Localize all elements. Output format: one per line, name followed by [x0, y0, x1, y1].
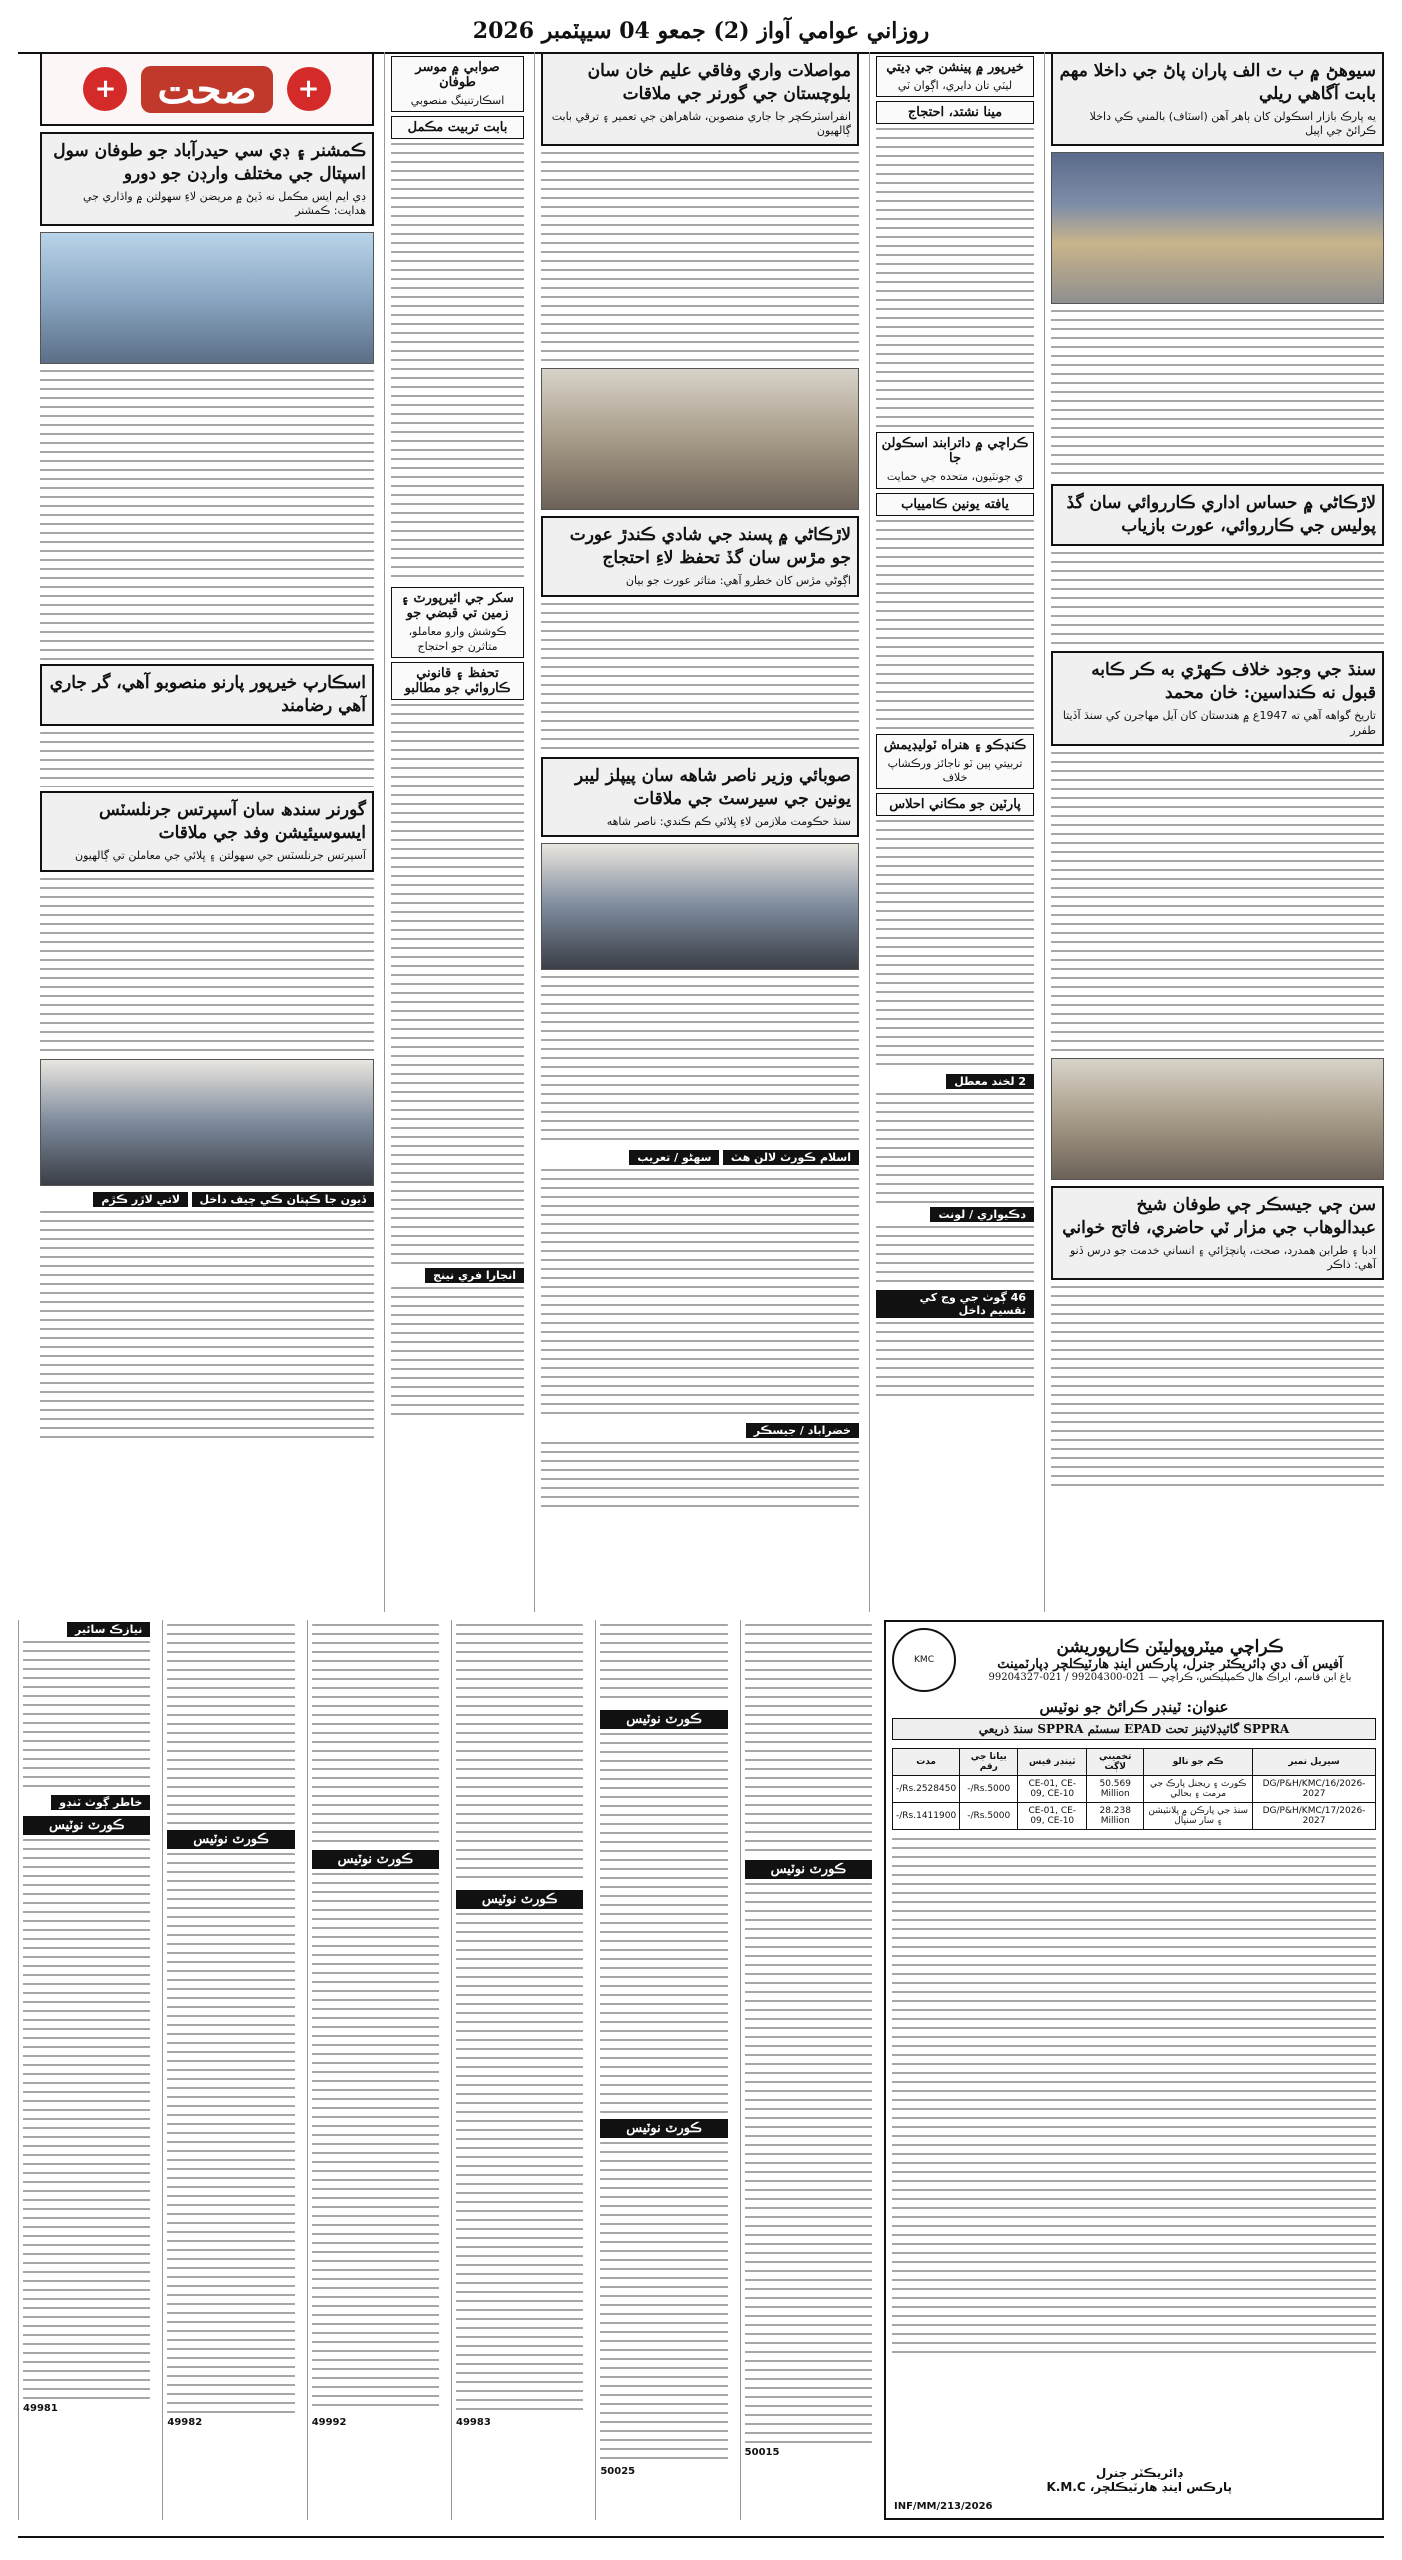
headline-scarp: اسڪارپ خيرپور پارنو منصوبو آهي، گر جاري آهي رضامند: [40, 664, 374, 726]
nasir-body: [541, 976, 859, 1146]
tag-niazak-text: نيازڪ سائير: [67, 1622, 150, 1637]
tag-village-text: 46 ڳوٺ جي وڃ کي تقسيم داخل: [876, 1290, 1034, 1318]
headline-hospital-sub: ڊي ايم ايس مڪمل نه ڏيڻ ۾ مريضن لاءِ سهولتن ۾ واڌاري جي هدايت: ڪمشنر: [83, 189, 366, 218]
ncol2-body-c: [600, 2142, 727, 2462]
tag-khizrabad: [541, 1423, 859, 1438]
headline-training: بابت تربيت مڪمل: [391, 116, 524, 139]
tag-niazak: [23, 1622, 150, 1637]
headline-sindh: [1051, 651, 1384, 745]
health-cross-icon-2: +: [287, 67, 331, 111]
headline-conductor: [876, 734, 1034, 790]
anjara-body: [391, 1287, 524, 1417]
headline-aleem: [541, 52, 859, 146]
nasir-photo: [541, 843, 859, 970]
cell: Rs.1411900/-: [893, 1803, 960, 1830]
parties-body: [876, 820, 1034, 1070]
kmc-seal-icon: KMC: [892, 1628, 956, 1692]
th-fee: ٽينڊر فيس: [1018, 1749, 1087, 1776]
court-notice-head: ڪورٽ نوٽيس: [600, 2119, 727, 2138]
tag-islamkot: [541, 1150, 859, 1165]
headline-governor-text: گورنر سندھ سان آسپرتس جرنلسٽس ايسوسيئيشن وفد جي ملاقات: [98, 800, 366, 844]
governor-photo: [40, 1059, 374, 1186]
police-body: [1051, 552, 1384, 647]
sukkur-body: [391, 704, 524, 1264]
hospital-photo: [40, 232, 374, 364]
cell: 50.569 Million: [1087, 1776, 1144, 1803]
cell: DG/P&H/KMC/17/2026-2027: [1253, 1803, 1376, 1830]
headline-marriage-sub: اڳوڻي مڙس کان خطرو آهي: متاثر عورت جو بيان: [625, 574, 851, 588]
court-notice-head: ڪورٽ نوٽيس: [600, 1710, 727, 1729]
village-body: [876, 1322, 1034, 1402]
ncol3-body-b: [456, 1913, 583, 2413]
headline-police: [1051, 484, 1384, 546]
pension-body: [876, 128, 1034, 428]
islamkot-body: [541, 1169, 859, 1419]
tag-anjara-text: انجارا فري نينج: [425, 1268, 524, 1283]
tag-dyoon: [40, 1192, 374, 1207]
notice-ref: 50025: [600, 2466, 636, 2477]
aleem-body: [541, 152, 859, 362]
notice-address: باغ ابن قاسم، ايراڪ هال ڪمپليڪس، ڪراچي — 021-99204300 / 021-99204327: [988, 1672, 1352, 1683]
table-row: [893, 1803, 1376, 1830]
tag-dakhwari: [876, 1207, 1034, 1222]
dakhwari-body: [876, 1226, 1034, 1286]
court-notice-head: ڪورٽ نوٽيس: [23, 1816, 150, 1835]
ncol1-body-b: [745, 1883, 872, 2443]
tag-suspended-text: 2 لخند معطل: [946, 1074, 1034, 1089]
th-cost: تخميني لاڳت: [1087, 1749, 1144, 1776]
notice-ref: 49992: [311, 2417, 347, 2428]
court-notice-head: ڪورٽ نوٽيس: [312, 1850, 439, 1869]
headline-karachi: [876, 432, 1034, 488]
tender-table-header: [893, 1749, 1376, 1776]
headline-swabi-text: صوابي ۾ موسر طوفان: [415, 60, 500, 90]
notice-column-5: [162, 1620, 298, 2520]
headline-parties: پارٽين جو مڪاني احلاس: [876, 793, 1034, 816]
cell: CE-01, CE-09, CE-10: [1018, 1803, 1087, 1830]
cell: Rs.5000/-: [960, 1776, 1018, 1803]
th-serial: سيريل نمبر: [1253, 1749, 1376, 1776]
column-3: [534, 52, 859, 1612]
ncol5-body-b: [167, 1853, 294, 2413]
rally-body: [1051, 310, 1384, 480]
swabi-body: [391, 143, 524, 583]
notice-dept-name: آفيس آف دي ڊائريڪٽر جنرل، پارڪس اينڊ هارٽيڪلچر ڊپارٽمينٽ: [997, 1657, 1343, 1672]
ncol2-body-a: [600, 1624, 727, 1704]
notice-column-2: [595, 1620, 731, 2520]
headline-shrine-sub: ادبا ۽ طرابن همدرد، صحت، پانچڙائي ۽ انساني خدمت جو درس ڏنو آهي: ذاڪر: [1070, 1243, 1376, 1271]
headline-shrine-text: سن ڄي جيسڪر ڄي طوفان شيخ عبدالوهاب جي مزار ٽي حاضري، فاتح خواني: [1062, 1194, 1376, 1238]
notice-subject: عنوان: ٽينڊر ڪرائڻ جو نوٽيس: [1039, 1698, 1229, 1716]
tag-sehwan-text: سهڻو / تعريب: [629, 1150, 719, 1165]
headline-swabi: [391, 56, 524, 112]
governor-body: [40, 878, 374, 1053]
notice-column-6: [18, 1620, 154, 2520]
headline-union: يافته يونين ڪاميياب: [876, 493, 1034, 516]
column-4: [384, 52, 524, 1612]
headline-police-text: لاڙڪاڻي ۾ حساس اداري ڪارروائي سان گڏ پوليس جي ڪارروائي، عورت بازياب: [1066, 493, 1376, 537]
signatory-title: ڊائريڪٽر جنرل: [1095, 2466, 1183, 2480]
notice-org-name: ڪراچي ميٽروپوليٽن ڪارپوريشن: [1056, 1637, 1284, 1657]
headline-sukkur-sub: ڪوشش وارو معاملو، متاثرن جو احتجاج: [408, 625, 507, 653]
kmc-tender-notice: [884, 1620, 1384, 2520]
cell: ڪورٽ ۽ ريجنل پارڪ جي مرمت ۽ بحالي: [1144, 1776, 1253, 1803]
headline-governor: [40, 791, 374, 871]
notice-subject-2: SPPRA گائيڊلائينز تحت EPAD سسٽم SPPRA سنڌ ذريعي: [892, 1718, 1376, 1740]
headline-pension-text: خيرپور ۾ پينشن جي ڊيتي: [886, 60, 1024, 75]
headline-sukkur: [391, 587, 524, 658]
aleem-photo: [541, 368, 859, 510]
scarp-body: [40, 732, 374, 787]
ncol5-body-a: [167, 1624, 294, 1824]
headline-sindh-text: سنڌ جي وجود خلاف ڪهڙي به ڪر ڪابه قبول نه ڪنداسين: خان محمد: [1091, 660, 1376, 704]
headline-karachi-text: ڪراچي ۾ داترابند اسڪولن جا: [881, 436, 1029, 467]
ncol4-body-a: [312, 1624, 439, 1844]
khizrabad-body: [541, 1442, 859, 1512]
court-notice-head: ڪورٽ نوٽيس: [745, 1860, 872, 1879]
bottom-rule: [18, 2536, 1384, 2538]
notice-ref: 49982: [167, 2417, 203, 2428]
headline-swabi-sub: اسڪارتنينگ منصوبي: [410, 94, 505, 107]
tag-lati-text: لاتي لاڙر ڪڙم: [93, 1192, 188, 1207]
headline-governor-sub: آسپرتس جرنلسٽس جي سهولتن ۽ ڀلائي جي معاملن تي ڳالهيون: [75, 849, 366, 863]
tag-khizrabad-text: خضراباد / جيسڪر: [746, 1423, 859, 1438]
ncol3-body-a: [456, 1624, 583, 1884]
suspended-body: [876, 1093, 1034, 1203]
headline-karachi-sub: ي جونٽيون، متحده جي حمايت: [886, 470, 1024, 484]
headline-rally-text: سيوهڻ ۾ ب ٽ الف پاران پاڻ جي داخلا مهم بابت آگاهي ريلي: [1059, 61, 1376, 104]
masthead-title: روزاني عوامي آواز (2) جمعو 04 سيپٽمبر 2026: [472, 18, 930, 44]
headline-shrine: [1051, 1186, 1384, 1280]
notice-ref: 50015: [744, 2447, 780, 2458]
cell: 28.238 Million: [1087, 1803, 1144, 1830]
headline-sukkur-text: سکر جي ائيرپورٽ ۽ زمين تي قبضي جو: [401, 591, 514, 622]
cell: Rs.2528450/-: [893, 1776, 960, 1803]
notice-header: [892, 1628, 1376, 1692]
ncol2-body-b: [600, 1733, 727, 2113]
notice-ref: 49983: [456, 2417, 491, 2428]
tag-dyoon-text: ڏيون جا ڪپتان ڪي چيف داخل: [192, 1192, 374, 1207]
shrine-photo: [1051, 1058, 1384, 1180]
table-row: [893, 1776, 1376, 1803]
column-5: [34, 52, 374, 1612]
column-2: [869, 52, 1034, 1612]
rally-photo: [1051, 152, 1384, 304]
headline-conductor-text: ڪنڊڪو ۽ هنراه ٽوليڊيمش: [883, 737, 1027, 753]
headline-hospital-text: ڪمشنر ۽ ڊي سي حيدرآباد جو طوفان سول اسپتال جي مختلف وارڊن جو دورو: [53, 141, 366, 184]
sindh-body: [1051, 752, 1384, 1052]
headline-nasir-text: صوبائي وزير ناصر شاهه سان پيپلز ليبر يونين جي سيرسٽ جي ملاقات: [574, 765, 851, 809]
court-notice-head: ڪورٽ نوٽيس: [167, 1830, 294, 1849]
headline-sindh-sub: تاريخ گواهه آهي ته 1947ع ۾ هندستان کان آيل مهاجرن کي سنڌ آڏيتا طفرر: [1062, 709, 1376, 737]
cell: CE-01, CE-09, CE-10: [1018, 1776, 1087, 1803]
notice-column-1: [740, 1620, 876, 2520]
shrine-body: [1051, 1286, 1384, 1486]
th-earnest: بيانا جي رقم: [960, 1749, 1018, 1776]
th-period: مدت: [893, 1749, 960, 1776]
headline-aleem-text: مواصلات واري وفاقي عليم خان سان بلوچستان جي گورنر جي ملاقات: [587, 61, 851, 104]
cell: Rs.5000/-: [960, 1803, 1018, 1830]
notice-column-4: [307, 1620, 443, 2520]
court-notice-head: ڪورٽ نوٽيس: [456, 1890, 583, 1909]
headline-pension: [876, 56, 1034, 97]
cell: DG/P&H/KMC/16/2026-2027: [1253, 1776, 1376, 1803]
th-work: ڪم جو نالو: [1144, 1749, 1253, 1776]
dyoon-body: [40, 1211, 374, 1441]
tag-suspended: [876, 1074, 1034, 1089]
lower-section: [18, 1620, 1384, 2520]
notice-title-block: [964, 1637, 1376, 1683]
column-1: [1044, 52, 1384, 1612]
sehat-banner: [40, 52, 374, 126]
notice-column-3: [451, 1620, 587, 2520]
headline-rally-sub: يه پارڪ بازار اسڪولن کان ٻاهر آهن (اسٽاف) بالمني ڪي داخلا ڪرائڻ جي اپيل: [1089, 109, 1376, 138]
notice-reference: INF/MM/213/2026: [894, 2501, 993, 2512]
marriage-body: [541, 603, 859, 753]
signatory-dept: پارڪس اينڊ هارٽيڪلچر، K.M.C: [1046, 2480, 1232, 2494]
headline-protection: تحفظ ۽ قانوني ڪاروائي جو مطالبو: [391, 662, 524, 700]
headline-aleem-sub: انفراسٽرڪچر جا جاري منصوبن، شاهراهن جي تعمير ۽ ترقي بابت ڳالهيون: [551, 109, 851, 138]
upper-columns: [18, 52, 1384, 1612]
headline-pension-sub: ليٽي تان دايري، اڳوان ٽي: [897, 79, 1013, 92]
tag-anjara: [391, 1268, 524, 1283]
ncol6-body-a: [23, 1641, 150, 1791]
headline-marriage: [541, 516, 859, 596]
headline-conductor-sub: تربيتي ٻين ٽو ناجائز ورڪشاپ خلاف: [887, 756, 1023, 784]
union-body: [876, 520, 1034, 730]
headline-protest: مينا نشتد، احتجاج: [876, 101, 1034, 124]
tag-islamkot-text: اسلام ڪورٽ لالن هٽ: [723, 1150, 859, 1165]
headline-rally: [1051, 52, 1384, 146]
hospital-body: [40, 370, 374, 660]
headline-hospital: [40, 132, 374, 226]
health-cross-icon: +: [83, 67, 127, 111]
sehat-title: صحت: [141, 66, 272, 113]
tag-dakhwari-text: دڪيواري / لونت: [930, 1207, 1034, 1222]
notice-body: [892, 1838, 1376, 2358]
headline-nasir: [541, 757, 859, 837]
tag-khatar-text: خاطر ڳوٺ ٽنڊو: [51, 1795, 150, 1810]
tag-village: [876, 1290, 1034, 1318]
notice-ref: 49981: [23, 2403, 58, 2414]
headline-marriage-text: لاڙڪاڻي ۾ پسند جي شادي ڪندڙ عورت جو مڙس سان گڏ تحفظ لاءِ احتجاج: [569, 525, 851, 569]
cell: سنڌ جي پارڪن ۾ پلانٽيشن ۽ سار سنڀال: [1144, 1803, 1253, 1830]
tag-khatar: [23, 1795, 150, 1810]
notice-signature: [1046, 2466, 1232, 2494]
masthead: [18, 14, 1384, 48]
ncol1-body-a: [745, 1624, 872, 1854]
ncol4-body-b: [312, 1873, 439, 2413]
headline-nasir-sub: سنڌ حڪومت ملازمن لاءِ ڀلائي ڪم ڪندي: ناصر شاهه: [606, 814, 851, 828]
tender-table: [892, 1748, 1376, 1830]
ncol6-body-b: [23, 1839, 150, 2399]
